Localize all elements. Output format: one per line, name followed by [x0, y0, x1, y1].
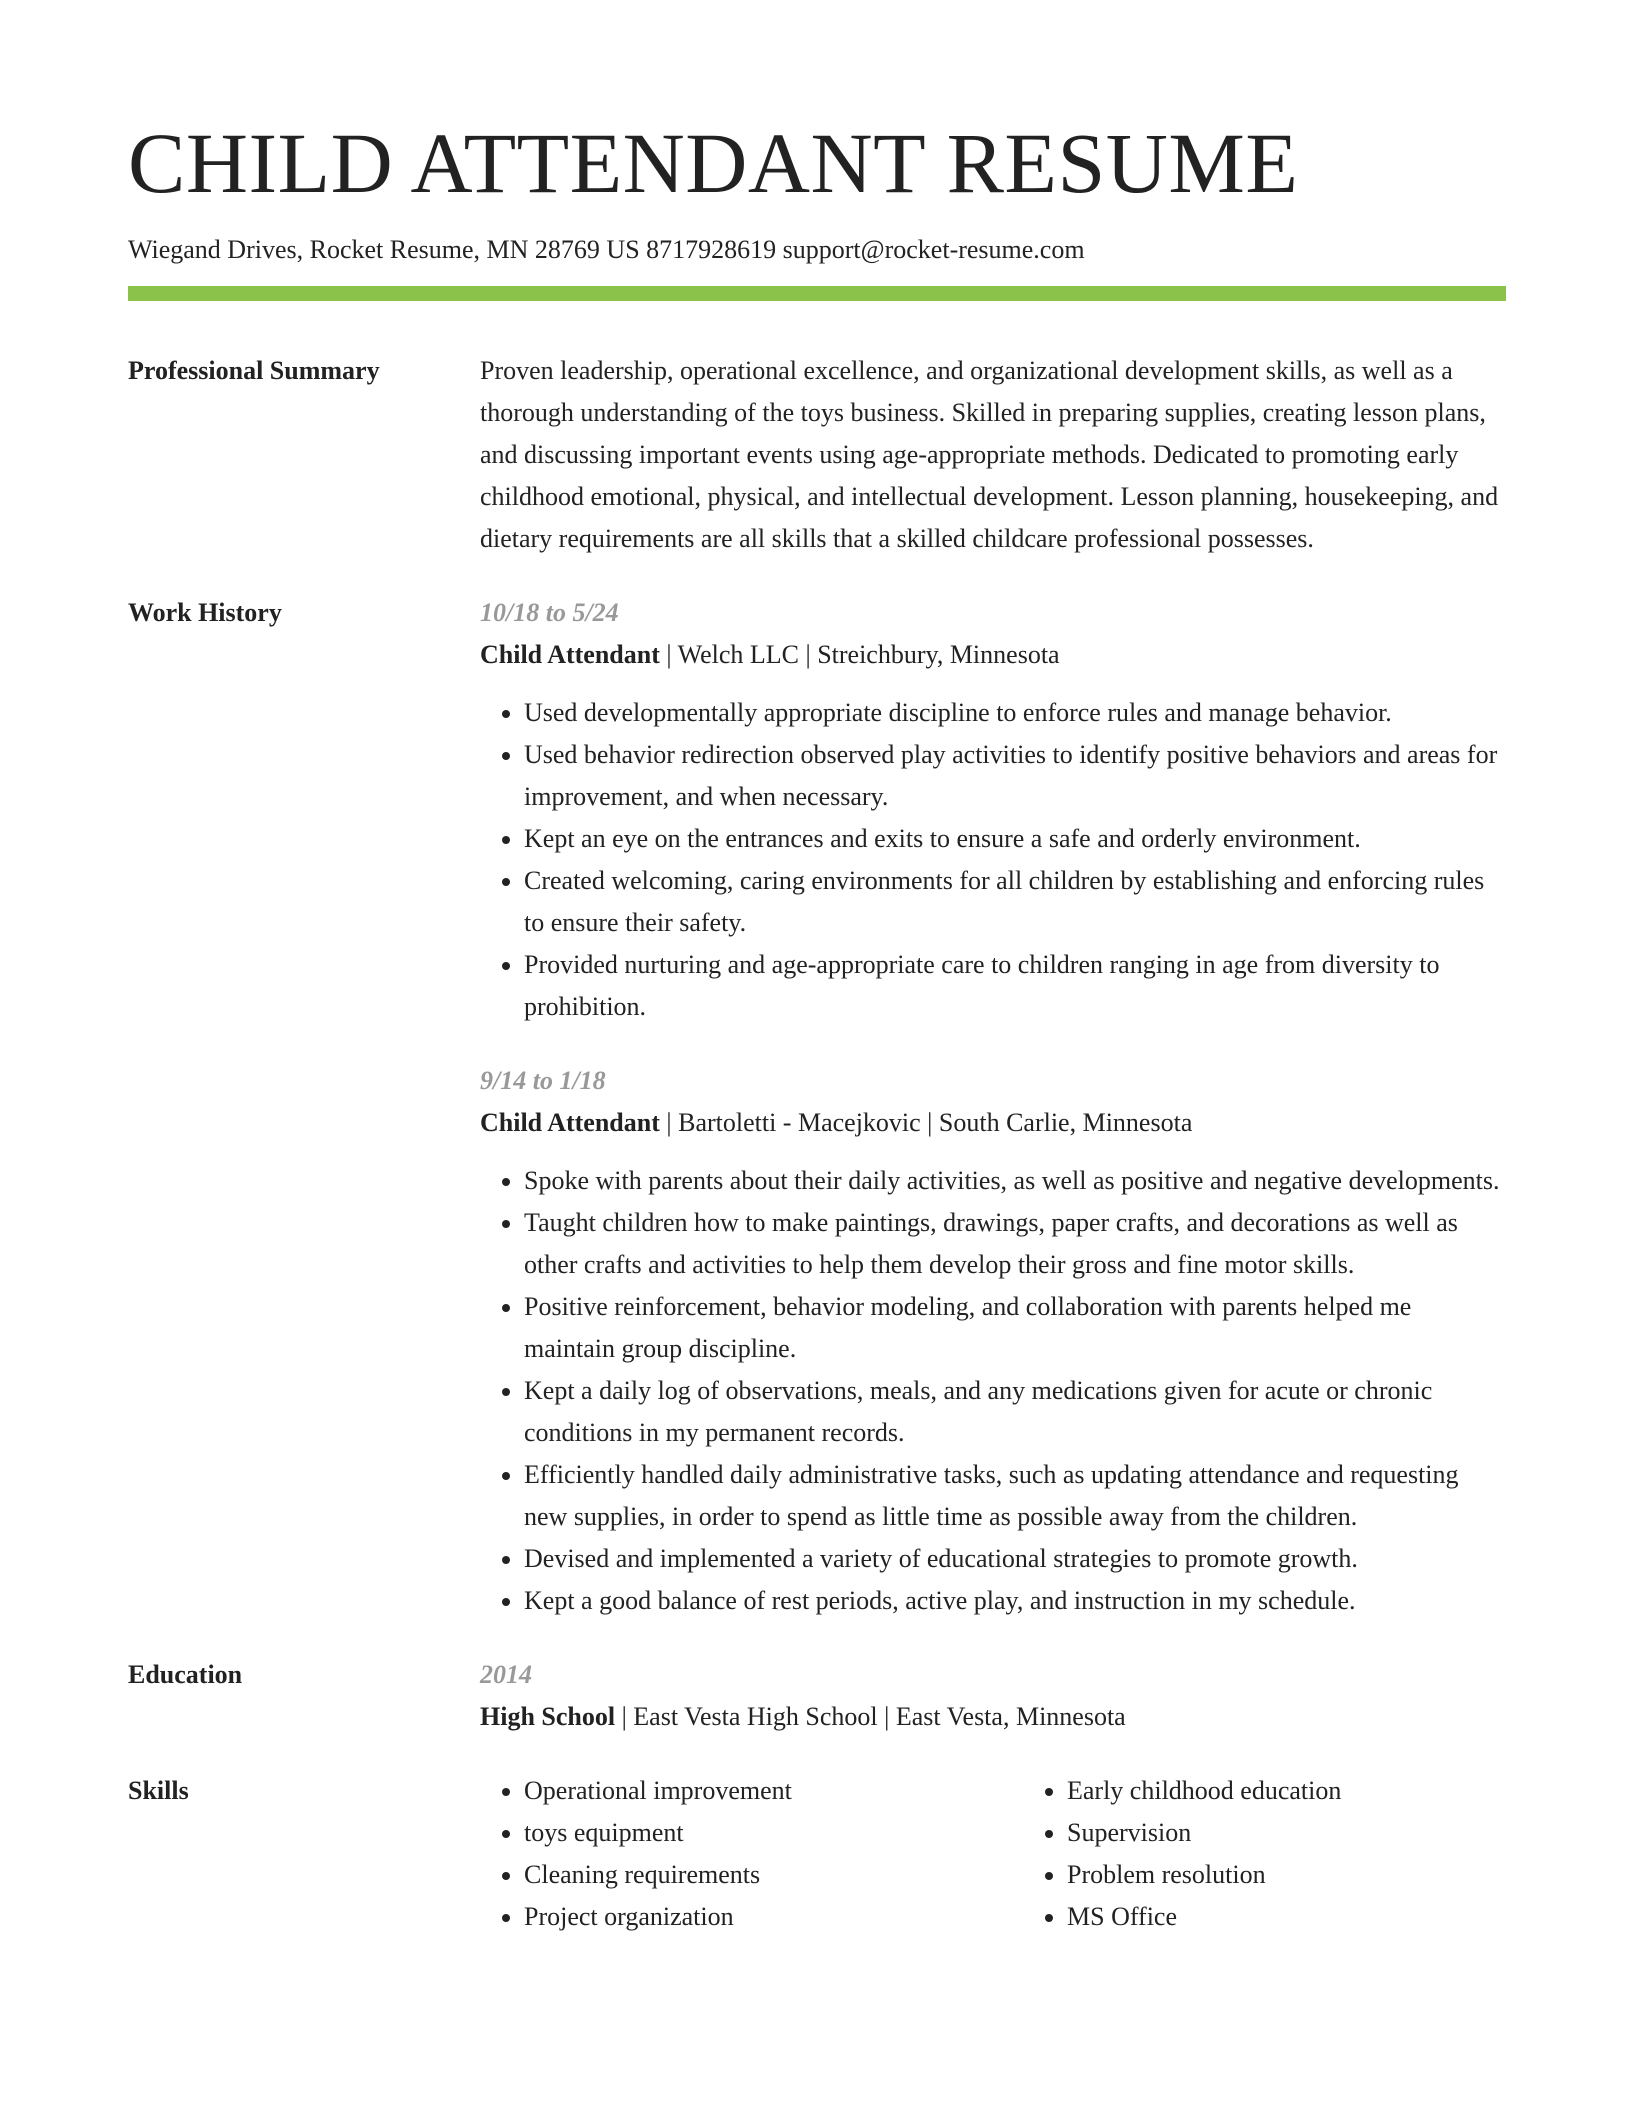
- education-degree: High School: [480, 1702, 616, 1731]
- header-divider: [128, 286, 1506, 301]
- job-bullet: • Devised and implemented a variety of educational strategies to promote growth.: [524, 1538, 1506, 1580]
- skill-item: • MS Office: [1067, 1896, 1506, 1938]
- skill-item: • Early childhood education: [1067, 1770, 1506, 1812]
- skill-item: • Supervision: [1067, 1812, 1506, 1854]
- skills-column-left: [480, 1770, 963, 1938]
- job-title: Child Attendant: [480, 640, 660, 669]
- job-employer-location: | Bartoletti - Macejkovic | South Carlie, Minnesota: [659, 1108, 1193, 1137]
- job-bullet: • Kept a daily log of observations, meals, and any medications given for acute or chronic conditions in my permanent records.: [524, 1370, 1506, 1454]
- skill-item: • Project organization: [524, 1896, 963, 1938]
- job-bullet: • Used developmentally appropriate discipline to enforce rules and manage behavior.: [524, 692, 1506, 734]
- job-bullet: • Spoke with parents about their daily activities, as well as positive and negative developments.: [524, 1160, 1506, 1202]
- job-bullets: [480, 692, 1506, 1028]
- education-section: [128, 1654, 1506, 1738]
- job-bullets: [480, 1160, 1506, 1622]
- section-label-summary: Professional Summary: [128, 356, 380, 385]
- resume-title: CHILD ATTENDANT RESUME: [128, 115, 1299, 211]
- job-bullet: • Kept a good balance of rest periods, active play, and instruction in my schedule.: [524, 1580, 1506, 1622]
- skills-column-right: [1023, 1770, 1506, 1938]
- section-label-work: Work History: [128, 598, 282, 627]
- job-title: Child Attendant: [480, 1108, 660, 1137]
- education-year: 2014: [480, 1660, 532, 1689]
- work-history-section: [128, 592, 1506, 1622]
- job-bullet: • Positive reinforcement, behavior modeling, and collaboration with parents helped me maintain group discipline.: [524, 1286, 1506, 1370]
- education-heading: [480, 1696, 1506, 1738]
- professional-summary-section: [128, 350, 1506, 560]
- job-entry: [480, 1060, 1506, 1622]
- skill-item: • Operational improvement: [524, 1770, 963, 1812]
- skills-section: [128, 1770, 1506, 1938]
- job-heading: [480, 1102, 1506, 1144]
- skill-item: • toys equipment: [524, 1812, 963, 1854]
- job-bullet: • Used behavior redirection observed play activities to identify positive behaviors and areas for improvement, and when necessary.: [524, 734, 1506, 818]
- summary-text: Proven leadership, operational excellence, and organizational development skills, as well as a thorough understanding of the toys business. Skilled in preparing supplies, creating lesson plans, and discussing important events using age-appropriate methods. Dedicated to promoting early childhood emotional, physical, and intellectual development. Lesson planning, housekeeping, and dietary requirements are all skills that a skilled childcare professional possesses.: [480, 356, 1499, 553]
- job-bullet: • Efficiently handled daily administrative tasks, such as updating attendance and requesting new supplies, in order to spend as little time as possible away from the children.: [524, 1454, 1506, 1538]
- job-bullet: • Provided nurturing and age-appropriate care to children ranging in age from diversity to prohibition.: [524, 944, 1506, 1028]
- section-label-skills: Skills: [128, 1776, 189, 1805]
- contact-line: Wiegand Drives, Rocket Resume, MN 28769 US 8717928619 support@rocket-resume.com: [128, 235, 1085, 264]
- job-bullet: • Created welcoming, caring environments for all children by establishing and enforcing rules to ensure their safety.: [524, 860, 1506, 944]
- job-bullet: • Kept an eye on the entrances and exits to ensure a safe and orderly environment.: [524, 818, 1506, 860]
- job-bullet: • Taught children how to make paintings, drawings, paper crafts, and decorations as well as other crafts and activities to help them develop their gross and fine motor skills.: [524, 1202, 1506, 1286]
- job-dates: 10/18 to 5/24: [480, 598, 619, 627]
- job-heading: [480, 634, 1506, 676]
- skill-item: • Problem resolution: [1067, 1854, 1506, 1896]
- job-entry: [480, 592, 1506, 1028]
- job-dates: 9/14 to 1/18: [480, 1066, 606, 1095]
- section-label-education: Education: [128, 1660, 243, 1689]
- education-school-location: | East Vesta High School | East Vesta, Minnesota: [615, 1702, 1126, 1731]
- resume-sections: [128, 350, 1506, 1938]
- job-employer-location: | Welch LLC | Streichbury, Minnesota: [659, 640, 1060, 669]
- skill-item: • Cleaning requirements: [524, 1854, 963, 1896]
